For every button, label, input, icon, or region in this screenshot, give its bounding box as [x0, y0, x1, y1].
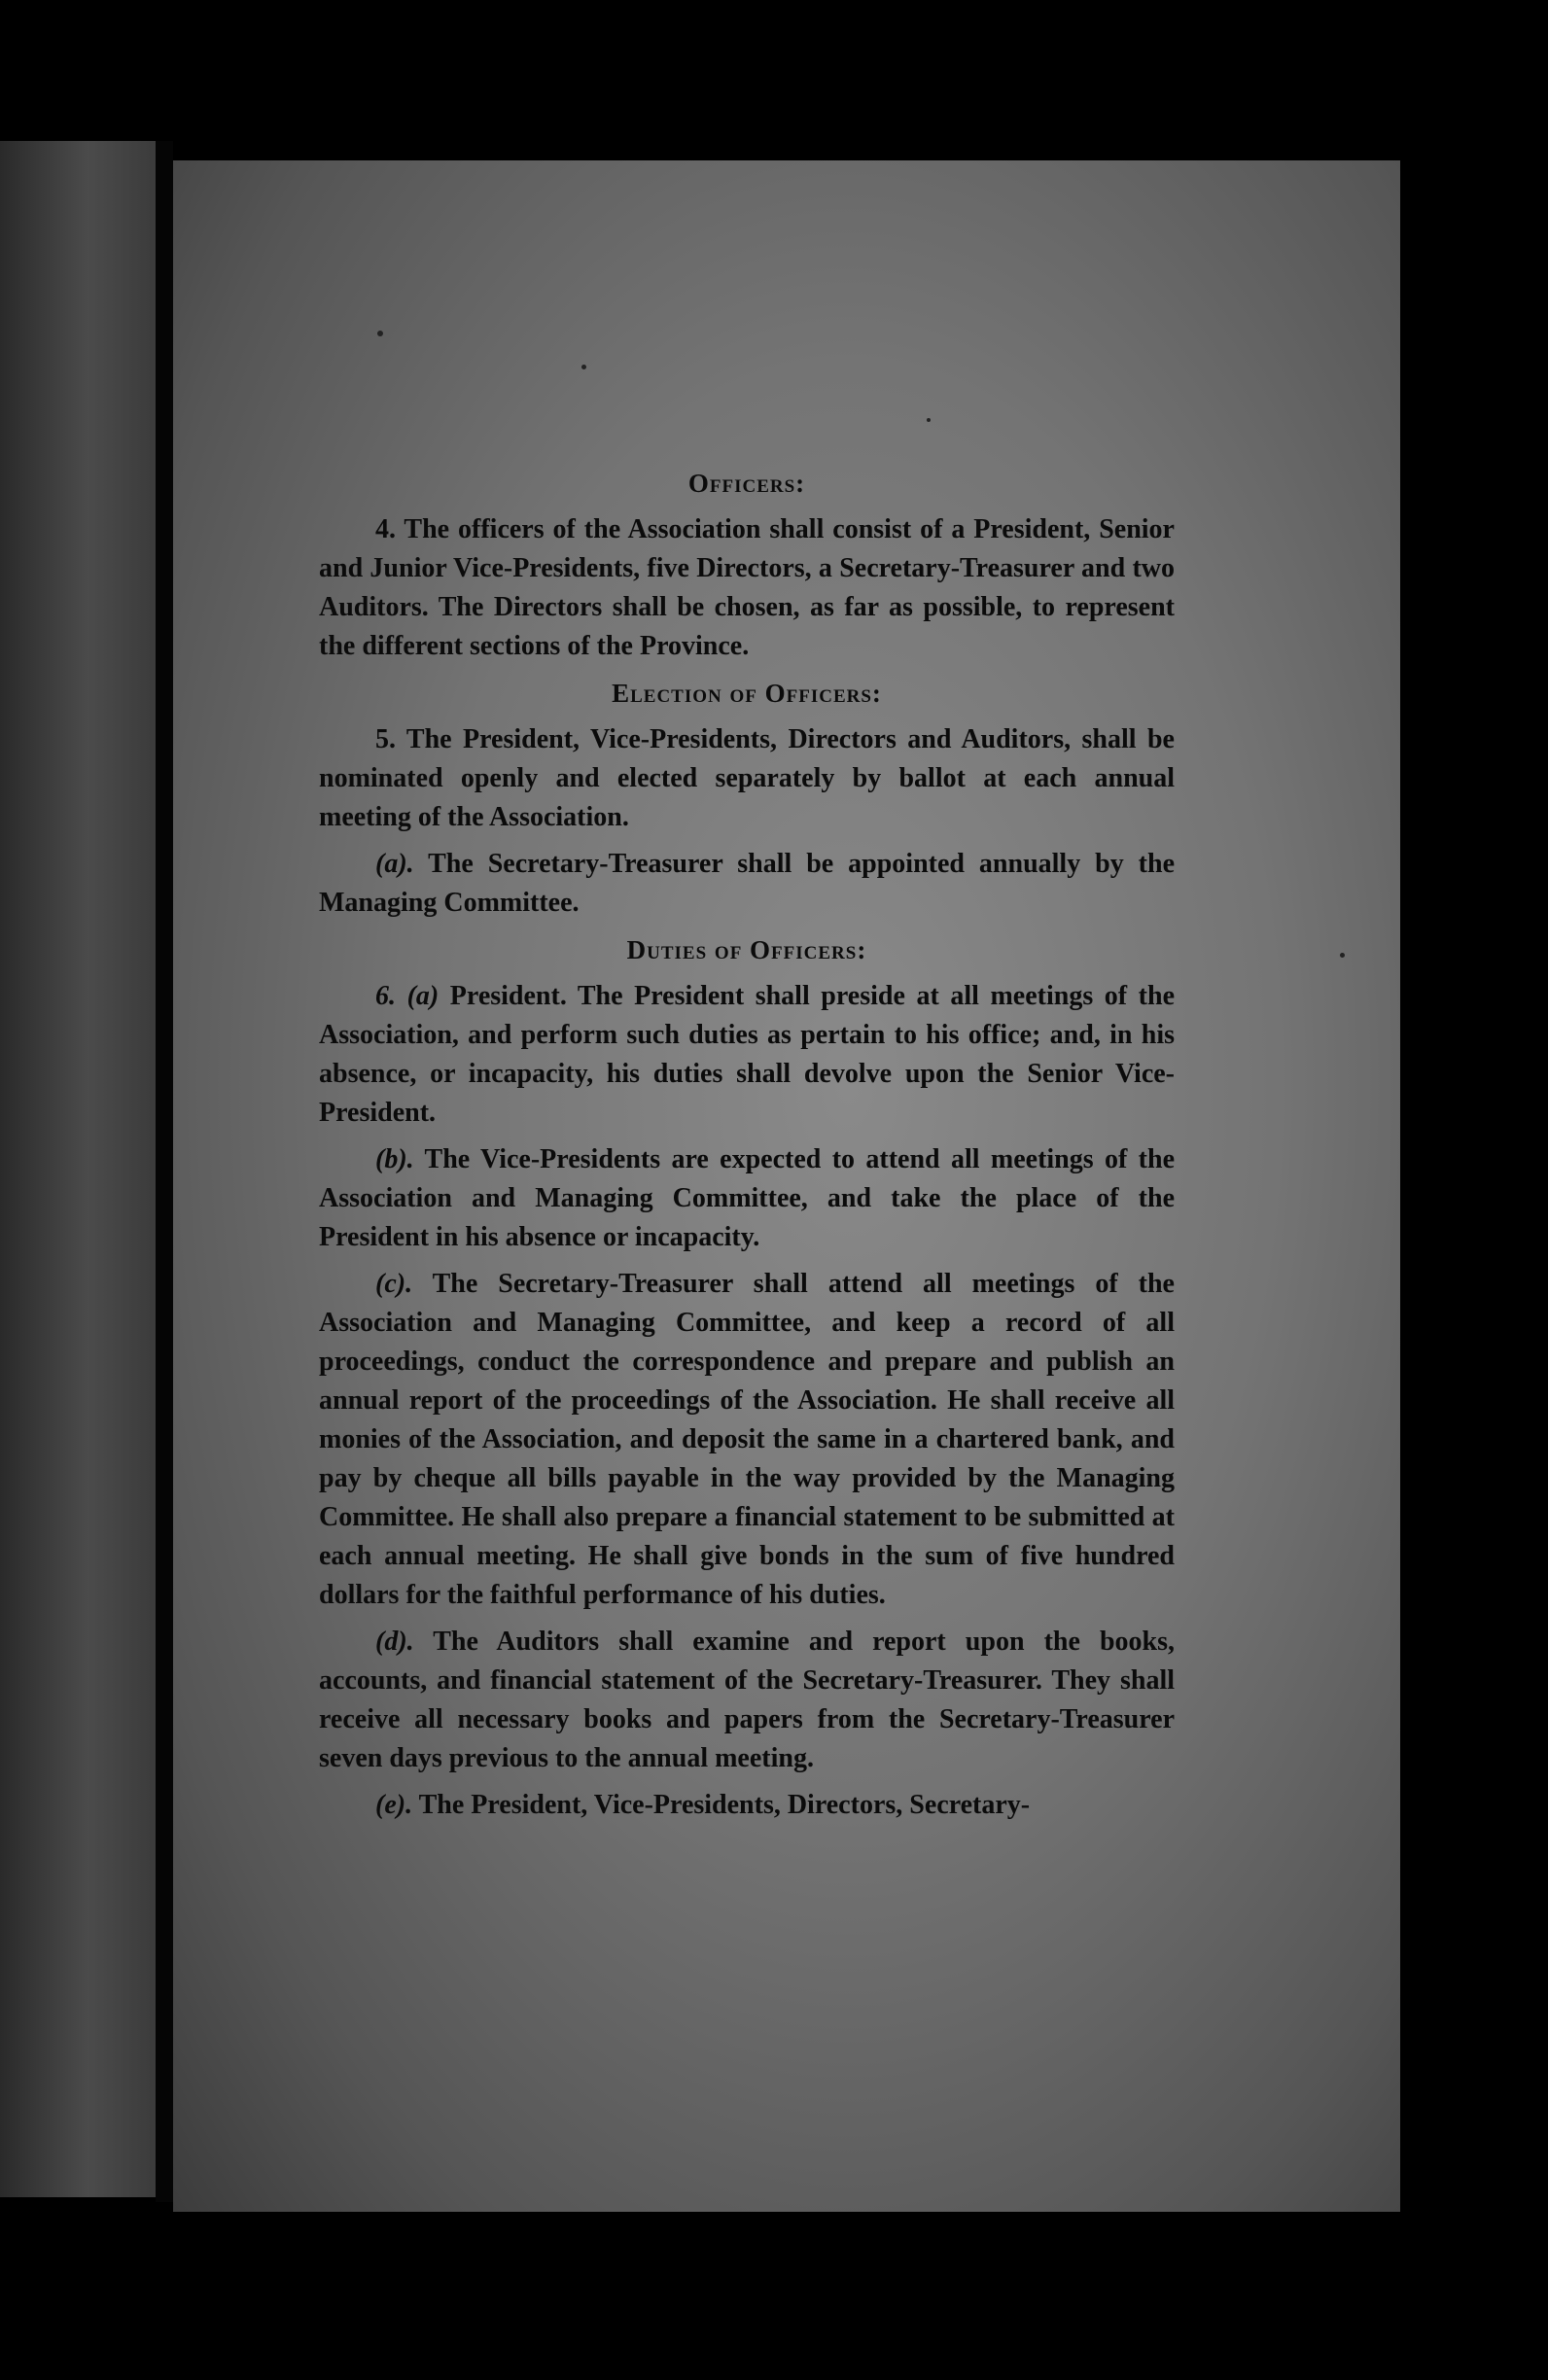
paragraph	[319, 845, 1175, 923]
clause-label: (c).	[375, 1269, 413, 1299]
clause-label: (d).	[375, 1627, 414, 1657]
paragraph-text: 5. The President, Vice-Presidents, Directors and Auditors, shall be nominated openly and elected separately by ballot at each annual meeting of the Association.	[319, 724, 1175, 832]
paragraph	[319, 720, 1175, 837]
section-officers	[319, 464, 1175, 666]
paragraph	[319, 977, 1175, 1133]
paragraph	[319, 1265, 1175, 1615]
ink-speck	[1340, 953, 1345, 958]
paragraph-text: The Vice-Presidents are expected to attend all meetings of the Association and Managing Committee, and take the place of the President in his absence or incapacity.	[319, 1144, 1176, 1252]
ink-speck	[581, 365, 586, 369]
section-duties-of-officers	[319, 930, 1175, 1825]
clause-label: (a).	[375, 849, 414, 879]
document-page	[173, 160, 1400, 2212]
paragraph	[319, 1623, 1175, 1778]
section-heading: Officers:	[687, 469, 806, 498]
facing-page-edge	[0, 141, 160, 2197]
clause-label: 6. (a)	[375, 981, 440, 1011]
paragraph-text: The Secretary-Treasurer shall attend all meetings of the Association and Managing Committee, and keep a record of all proceedings, conduct the correspondence and prepare and publish an annual report of the proceedings of the Association. He shall receive all monies of the Association, and deposit the same in a chartered bank, and pay by cheque all bills payable in the way provided by the Managing Committee. He shall also prepare a financial statement to be submitted at each annual meeting. He shall give bonds in the sum of five hundred dollars for the faithful performance of his duties.	[319, 1269, 1175, 1610]
clause-label: (b).	[375, 1144, 414, 1174]
paragraph-text: The Secretary-Treasurer shall be appointed annually by the Managing Committee.	[319, 849, 1175, 918]
section-election-of-officers	[319, 674, 1175, 923]
document-body	[319, 464, 1175, 1825]
paragraph-text: President. The President shall preside at all meetings of the Association, and perform such duties as pertain to his office; and, in his absence, or incapacity, his duties shall devolve upon the Senior Vice-President.	[319, 981, 1176, 1128]
paragraph	[319, 1786, 1175, 1825]
section-heading: Election of Officers:	[612, 679, 882, 708]
ink-speck	[927, 418, 931, 422]
paragraph	[319, 1140, 1175, 1257]
paragraph-text: The Auditors shall examine and report upon the books, accounts, and financial statement of the Secretary-Treasurer. They shall receive all necessary books and papers from the Secretary-Treasurer seven days previous to the annual meeting.	[319, 1627, 1175, 1773]
paragraph	[319, 510, 1175, 666]
paragraph-text: The President, Vice-Presidents, Directors, Secretary-	[418, 1790, 1031, 1820]
binding-gutter	[156, 141, 173, 2202]
ink-speck	[377, 331, 383, 336]
paragraph-text: 4. The officers of the Association shall consist of a President, Senior and Junior Vice-Presidents, five Directors, a Secretary-Treasurer and two Auditors. The Directors shall be chosen, as far as possible, to represent the different sections of the Province.	[319, 514, 1175, 661]
clause-label: (e).	[375, 1790, 413, 1820]
section-heading: Duties of Officers:	[626, 935, 867, 964]
